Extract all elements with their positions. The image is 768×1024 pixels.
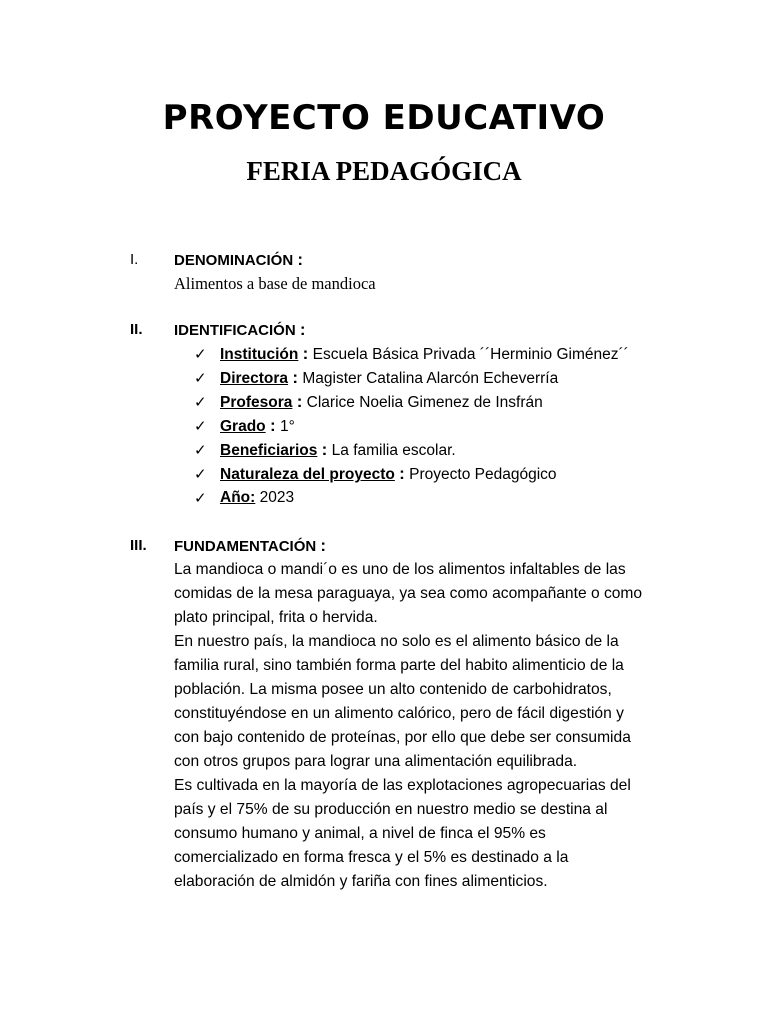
section-number: I. <box>130 251 139 268</box>
check-icon: ✓ <box>194 369 207 387</box>
body-line: con otros grupos para lograr una alimentación equilibrada. <box>174 753 578 770</box>
item-value: Magister Catalina Alarcón Echeverría <box>302 370 559 387</box>
body-line: población. La misma posee un alto contenido de carbohidratos, <box>174 681 612 698</box>
check-icon: ✓ <box>194 393 207 411</box>
fundamentacion-body <box>174 558 664 894</box>
section-heading-text: FUNDAMENTACIÓN <box>174 538 317 555</box>
item-value: 2023 <box>259 489 295 506</box>
item-label: Naturaleza del proyecto <box>220 466 395 483</box>
item-colon: : <box>269 416 276 435</box>
item-value: Proyecto Pedagógico <box>409 466 557 483</box>
heading-colon: : <box>297 250 304 269</box>
item-value: Escuela Básica Privada ´´Herminio Giménez´´ <box>312 346 629 363</box>
document-title: PROYECTO EDUCATIVO <box>162 98 606 138</box>
denominacion-value: Alimentos a base de mandioca <box>174 274 376 293</box>
section-heading <box>174 318 306 343</box>
body-line: familia rural, sino también forma parte del habito alimenticio de la <box>174 657 624 674</box>
check-icon: ✓ <box>194 417 207 435</box>
document-subtitle: FERIA PEDAGÓGICA <box>246 156 522 186</box>
section-heading <box>174 248 303 273</box>
item-colon: : <box>296 392 303 411</box>
body-line: Es cultivada en la mayoría de las explotaciones agropecuarias del <box>174 777 631 794</box>
body-line: consumo humano y animal, a nivel de finca el 95% es <box>174 825 546 842</box>
item-label: Año: <box>220 489 256 506</box>
item-value: 1° <box>279 418 295 435</box>
item-colon: : <box>321 440 328 459</box>
section-heading-text: IDENTIFICACIÓN <box>174 322 296 339</box>
section-heading <box>174 534 326 559</box>
item-colon: : <box>399 464 405 483</box>
body-line: país y el 75% de su producción en nuestro medio se destina al <box>174 801 608 818</box>
body-line: con bajo contenido de proteínas, por ello que debe ser consumida <box>174 729 631 746</box>
item-colon: : <box>302 344 309 363</box>
item-value: Clarice Noelia Gimenez de Insfrán <box>306 394 543 411</box>
heading-colon: : <box>320 536 327 555</box>
item-label: Profesora <box>220 394 293 411</box>
body-line: elaboración de almidón y fariña con fines alimenticios. <box>174 873 548 890</box>
item-label: Grado <box>220 418 266 435</box>
section-number: II. <box>130 321 143 338</box>
item-label: Beneficiarios <box>220 442 318 459</box>
heading-colon: : <box>299 320 306 339</box>
item-colon: : <box>292 368 299 387</box>
item-value: La familia escolar. <box>331 442 456 459</box>
item-label: Institución <box>220 346 299 363</box>
check-icon: ✓ <box>194 441 207 459</box>
item-label: Directora <box>220 370 289 387</box>
check-icon: ✓ <box>194 345 207 363</box>
check-icon: ✓ <box>194 465 207 483</box>
body-line: plato principal, frita o hervida. <box>174 609 378 626</box>
section-number: III. <box>130 537 147 554</box>
section-heading-text: DENOMINACIÓN <box>174 252 294 269</box>
body-line: comercializado en forma fresca y el 5% es destinado a la <box>174 849 569 866</box>
body-line: comidas de la mesa paraguaya, ya sea como acompañante o como <box>174 585 643 602</box>
body-line: constituyéndose en un alimento calórico, pero de fácil digestión y <box>174 705 624 722</box>
body-line: La mandioca o mandi´o es uno de los alimentos infaltables de las <box>174 561 626 578</box>
body-line: En nuestro país, la mandioca no solo es el alimento básico de la <box>174 633 619 650</box>
check-icon: ✓ <box>194 489 207 507</box>
